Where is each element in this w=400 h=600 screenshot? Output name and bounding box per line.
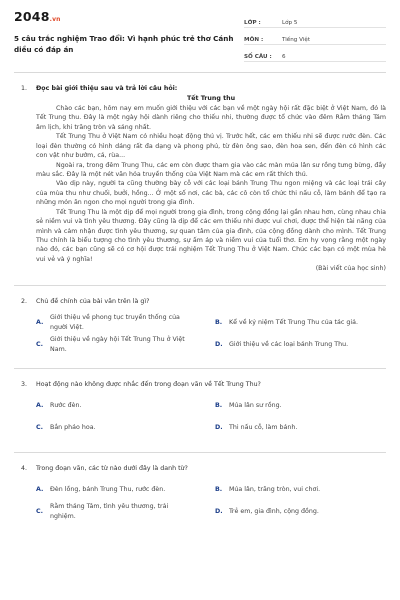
question-number: 4. [21,464,28,472]
answer-options [36,313,386,357]
option-a[interactable] [36,313,207,332]
question-divider [14,452,386,453]
option-text: Đèn lồng, bánh Trung Thu, rước đèn. [50,485,166,493]
question-2 [14,297,386,357]
question-1 [14,84,386,93]
option-b[interactable] [215,313,386,332]
option-letter: C. [36,507,44,515]
option-text: Kể về kỷ niệm Tết Trung Thu của tác giả. [229,318,358,326]
option-letter: B. [215,402,223,410]
meta-row-count [244,47,386,62]
question-text: Trong đoạn văn, các từ nào dưới đây là danh từ? [36,464,188,472]
option-letter: C. [36,424,44,432]
meta-panel [244,13,386,69]
reading-paragraph: Ngoài ra, trong đêm Trung Thu, các em còn được tham gia vào các màn múa lân sư rồng tưng bừng, đầy màu sắc. Đây là một nét văn hóa truyền thống của Việt Nam mà các em rất thích thú. [36,161,386,178]
header-left [14,11,236,69]
reading-source: (Bài viết của học sinh) [315,265,386,273]
option-c[interactable] [36,335,207,354]
option-text: Thi nấu cỗ, làm bánh. [229,424,298,432]
question-prompt: Đọc bài giới thiệu sau và trả lời câu hỏi: [36,85,178,92]
option-letter: A. [36,318,44,326]
document-header [14,11,386,69]
option-d[interactable] [215,335,386,354]
question-number: 1. [21,85,28,92]
option-text: Giới thiệu về phong tục truyền thống của người Việt. [50,314,180,331]
meta-row-subject [244,30,386,45]
answer-options [36,480,386,524]
option-d[interactable] [215,502,386,521]
question-number: 3. [21,381,28,389]
question-divider [14,285,386,286]
reading-title: Tết Trung thu [186,95,236,103]
meta-label: LỚP : [244,19,261,26]
document-title: 5 câu trắc nghiệm Trao đổi: Vì hạnh phúc trẻ thơ Cánh diều có đáp án [14,33,234,54]
logo-text: 2048 [14,9,50,24]
answer-options [36,397,386,441]
meta-value: Lớp 5 [282,19,298,26]
question-4 [14,464,386,524]
question-3 [14,380,386,440]
reading-paragraph: Tết Trung Thu ở Việt Nam có nhiều hoạt động thú vị. Trước hết, các em thiếu nhi sẽ được rước đèn. Các loại đèn thường có hình dáng rất đa dạng và phong phú, từ đèn ông sao, đèn hoa sen, đến đèn có hình các con vật như bướm, cá, rùa... [36,133,386,160]
question-text: Chủ đề chính của bài văn trên là gì? [36,297,150,305]
option-letter: D. [215,424,223,432]
question-number: 2. [21,297,28,305]
logo-suffix: .vn [49,16,61,23]
option-b[interactable] [215,397,386,416]
option-letter: D. [215,507,223,515]
option-text: Rằm tháng Tám, tình yêu thương, trải nghiệm. [50,503,169,520]
option-letter: C. [36,340,44,348]
meta-label: SỐ CÂU : [244,53,272,60]
option-d[interactable] [215,419,386,438]
option-letter: A. [36,485,44,493]
option-letter: A. [36,402,44,410]
option-letter: D. [215,340,223,348]
option-text: Trẻ em, gia đình, cộng đồng. [229,507,319,515]
question-divider [14,368,386,369]
option-a[interactable] [36,397,207,416]
reading-passage [36,94,386,273]
meta-row-class [244,13,386,28]
option-text: Giới thiệu về ngày hội Tết Trung Thu ở Việt Nam. [50,336,185,353]
header-divider [14,72,386,73]
question-text: Hoạt động nào không được nhắc đến trong đoạn văn về Tết Trung Thu? [36,381,261,389]
option-text: Múa lân sư rồng. [229,402,282,410]
option-letter: B. [215,318,223,326]
site-logo[interactable] [14,11,236,24]
reading-paragraph: Vào dịp này, người ta cũng thường bày cỗ với các loại bánh Trung Thu ngon miệng và các loại trái cây của mùa thu như chuối, bưởi, hồng... Ở một số nơi, các bà, các cô còn tổ chức thi nấu cỗ, làm bánh để tạo ra những món ăn ngon cho mọi người trong gia đình. [36,180,386,207]
option-b[interactable] [215,480,386,499]
meta-value: 6 [282,53,286,60]
meta-label: MÔN : [244,36,264,43]
option-text: Giới thiệu về các loại bánh Trung Thu. [229,340,349,348]
option-text: Múa lân, trăng tròn, vui chơi. [229,485,321,493]
option-a[interactable] [36,480,207,499]
reading-paragraph: Chào các bạn, hôm nay em muốn giới thiệu với các bạn về một ngày hội rất đặc biệt ở Việt Nam, đó là Tết Trung thu. Đây là một ngày hội dành riêng cho thiếu nhi, thường được tổ chức vào đêm Rằm tháng Tám âm lịch, khi trăng tròn và sáng nhất. [36,104,386,131]
option-text: Rước đèn. [50,402,82,410]
option-c[interactable] [36,419,207,438]
meta-value: Tiếng Việt [282,36,311,43]
reading-paragraph: Tết Trung Thu là một dịp để mọi người trong gia đình, trong cộng đồng lại gần nhau hơn, cùng nhau chia sẻ niềm vui và tình yêu thương. Đây cũng là dịp để các em thiếu nhi được vui chơi, được thể hiện tài năng của mình và cảm nhận được tình yêu thương, sự quan tâm của gia đình, của cộng đồng dành cho mình. Tết Trung Thu chính là biểu tượng cho tình yêu thương, sự ấm áp và niềm vui của tuổi thơ. Em hy vọng rằng một ngày nào đó, các bạn cũng sẽ có cơ hội được trải nghiệm Tết Trung Thu ở Việt Nam. Chúc các bạn có một mùa hè vui vẻ và ý nghĩa! [36,208,386,263]
option-text: Bắn pháo hoa. [50,424,96,432]
option-letter: B. [215,485,223,493]
option-c[interactable] [36,502,207,521]
